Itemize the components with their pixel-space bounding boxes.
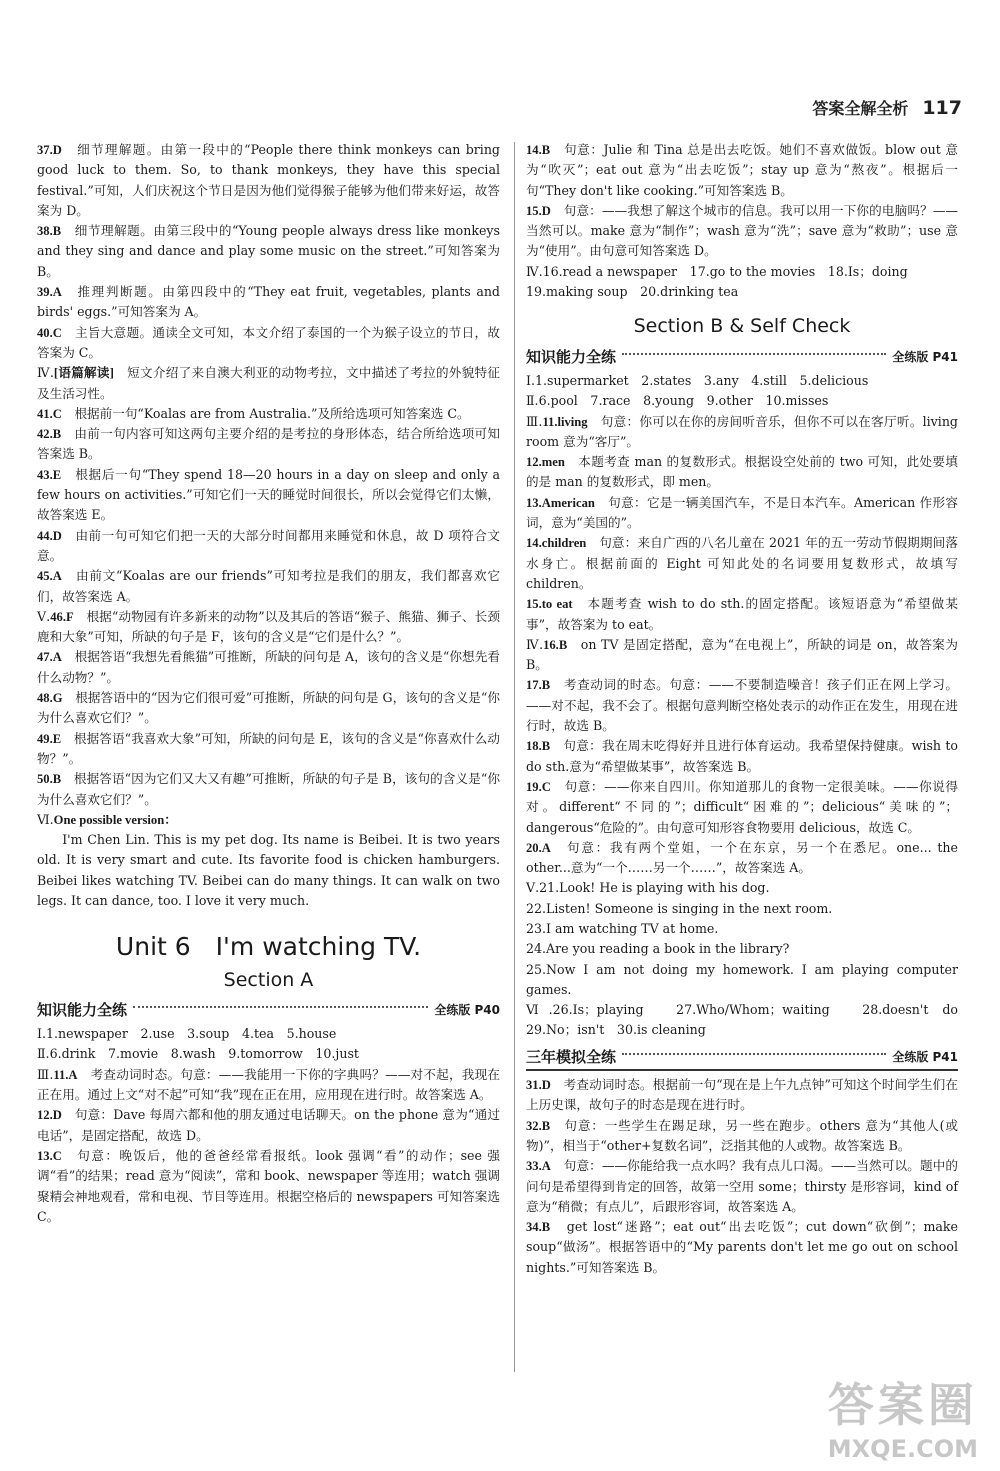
answer-item: 33.A 句意：——你能给我一点水吗？我有点儿口渴。——当然可以。题中的问句是希望得到肯定的回答，故第一空用 some；thirsty 是形容词，kind of 意为“稍微；有点儿”，后跟形容词，故答案选 A。: [526, 1158, 958, 1214]
answer-item: 47.A 根据答语“我想先看熊猫”可推断，所缺的问句是 A，该句的含义是“你想先看什么动物？”。: [37, 649, 500, 685]
answer-item: Ⅵ.One possible version：: [37, 811, 177, 827]
answer-item: Ⅲ.11.A 考查动词时态。句意：——我能用一下你的字典吗？——对不起，我现在正在用。通过上文“对不起”可知“我”现在正在用，应用现在进行时。故答案选 A。: [37, 1066, 500, 1103]
answer-item: 50.B 根据答语“因为它们又大又有趣”可推断，所缺的句子是 B，该句的含义是“你为什么喜欢它们？”。: [37, 771, 500, 807]
watermark-line1: 答案圈: [827, 1378, 978, 1432]
dotted-leader: [622, 353, 886, 355]
answer-item: Ⅳ.16.B on TV 是固定搭配，意为“在电视上”，所缺的词是 on，故答案为 B。: [526, 636, 958, 673]
section-a-title: Section A: [223, 968, 314, 991]
column-divider: [514, 142, 515, 1372]
answer-item: Ⅴ.21.Look! He is playing with his dog.: [526, 880, 770, 896]
answer-item: 15.to eat 本题考查 wish to do sth.的固定搭配。该短语意为“希望做某事”，故答案为 to eat。: [526, 596, 958, 632]
answer-item: Ⅱ.6.drink 7.movie 8.wash 9.tomorrow 10.just: [37, 1046, 359, 1062]
answer-item: 41.C 根据前一句“Koalas are from Australia.”及所给选项可知答案选 C。: [37, 405, 470, 421]
answer-item: 48.G 根据答语中的“因为它们很可爱”可推断，所缺的问句是 G，该句的含义是“你为什么喜欢它们？”。: [37, 690, 500, 726]
answer-item: 18.B 句意：我在周末吃得好并且进行体育运动。我希望保持健康。wish to do sth.意为“希望做某事”，故答案选 B。: [526, 738, 958, 774]
answer-item: 24.Are you reading a book in the library?: [526, 941, 790, 957]
watermark-line2: MXQE.COM: [827, 1435, 978, 1463]
three-year-answers: [526, 1075, 958, 1278]
header-title: 答案全解全析: [812, 99, 909, 118]
dotted-leader: [133, 1006, 428, 1008]
model-essay: I'm Chen Lin. This is my pet dog. Its name is Beibei. It is two years old. It is very smart and cute. Its favorite food is chicken hamburgers. Beibei likes watching TV. Beibei can do many things. It can walk on two legs. It can dance, too. I love it very much.: [37, 832, 500, 908]
section-b-title: Section B & Self Check: [633, 315, 851, 338]
answer-item: 23.I am watching TV at home.: [526, 920, 719, 936]
page-number: 117: [922, 97, 962, 119]
answer-item: 49.E 根据答语“我喜欢大象”可知，所缺的问句是 E，该句的含义是“你喜欢什么动物？”。: [37, 730, 500, 766]
answer-item: 15.D 句意：——我想了解这个城市的信息。我可以用一下你的电脑吗？——当然可以。make 意为“制作”；wash 意为“洗”；save 意为“救助”；use 意为“使用”。由句意可知答案选 D。: [526, 202, 958, 259]
practice-bar-label: 知识能力全练: [37, 1000, 128, 1019]
unit-title: Unit 6 I'm watching TV.: [115, 932, 422, 962]
left-answers-block: [37, 140, 500, 830]
answer-item: 44.D 由前一句可知它们把一天的大部分时间都用来睡觉和休息，故 D 项符合文意。: [37, 527, 500, 563]
section-a-answers: [37, 1024, 500, 1227]
answer-item: 32.B 句意：一些学生在踢足球，另一些在跑步。others 意为“其他人(或物)”，相当于“other+复数名词”，泛指其他的人或物。故答案选 B。: [526, 1117, 958, 1153]
answer-item: 38.B 细节理解题。由第三段中的“Young people always dress like monkeys and they sing and dance and play some music on the street.”可知答案为 B。: [37, 223, 500, 279]
practice-bar-version: 全练版 P41: [892, 1049, 958, 1064]
left-column: [37, 140, 500, 1227]
answer-item: 12.D 句意：Dave 每周六都和他的朋友通过电话聊天。on the phone 意为“通过电话”，是固定搭配，故选 D。: [37, 1107, 500, 1143]
answer-item: 45.A 由前文“Koalas are our friends”可知考拉是我们的朋友，我们都喜欢它们，故答案选 A。: [37, 568, 500, 604]
practice-bar-version: 全练版 P40: [434, 1002, 500, 1017]
answer-item: 22.Listen! Someone is singing in the next room.: [526, 900, 833, 916]
page-header: [812, 96, 962, 119]
answer-item: 40.C 主旨大意题。通读全文可知，本文介绍了泰国的一个为猴子设立的节日，故答案为 C。: [37, 324, 500, 360]
answer-item: Ⅱ.6.pool 7.race 8.young 9.other 10.misses: [526, 393, 829, 409]
answer-item: 25.Now I am not doing my homework. I am playing computer games.: [526, 961, 958, 997]
answer-item: 19.making soup 20.drinking tea: [526, 284, 739, 300]
answer-item: Ⅰ.1.supermarket 2.states 3.any 4.still 5.delicious: [526, 372, 869, 388]
dotted-leader: [622, 1053, 886, 1055]
answer-item: 13.C 句意：晚饭后，他的爸爸经常看报纸。look 强调“看”的动作；see 强调“看”的结果；read 意为“阅读”，常和 book、newspaper 等连用；watch 强调聚精会神地观看，常和电视、节目等连用。根据空格后的 newspapers 可知答案选 C。: [37, 1147, 500, 1224]
answer-item: Ⅳ.[语篇解读] 短文介绍了来自澳大利亚的动物考拉，文中描述了考拉的外貌特征及生活习性。: [37, 365, 501, 401]
answer-item: Ⅳ.16.read a newspaper 17.go to the movies 18.Is；doing: [526, 263, 908, 279]
answer-item: 12.men 本题考查 man 的复数形式。根据设空处前的 two 可知，此处要填的是 man 的复数形式，即 men。: [526, 454, 958, 490]
answer-item: 31.D 考查动词时态。根据前一句“现在是上午九点钟”可知这个时间学生们在上历史课，故句子的时态是现在进行时。: [526, 1077, 958, 1113]
answer-item: 14.children 句意：来自广西的八名儿童在 2021 年的五一劳动节假期期间落水身亡。根据前面的 Eight 可知此处的名词要用复数形式，故填写 children。: [526, 535, 958, 591]
answer-item: 13.American 句意：它是一辆美国汽车，不是日本汽车。American 作形容词，意为“美国的”。: [526, 494, 958, 531]
practice-bar-c: [526, 1047, 958, 1071]
answer-item: 19.C 句意：——你来自四川。你知道那儿的食物一定很美味。——你说得对。different“不同的”；difficult“困难的”；delicious“美味的”；dangerous“危险的”。由句意可知形容食物要用 delicious，故选 C。: [526, 778, 958, 835]
right-column: [526, 140, 971, 1278]
answer-item: Ⅰ.1.newspaper 2.use 3.soup 4.tea 5.house: [37, 1026, 337, 1042]
practice-bar-version: 全练版 P41: [892, 349, 958, 364]
practice-bar-label: 三年模拟全练: [526, 1047, 617, 1066]
right-answers-block: [526, 140, 958, 302]
answer-item: 42.B 由前一句内容可知这两句主要介绍的是考拉的身形体态，结合所给选项可知答案选 B。: [37, 426, 500, 462]
watermark-logo: [828, 1369, 978, 1463]
practice-bar-b: [526, 347, 958, 367]
section-b-answers: [526, 371, 971, 1041]
answer-item: 14.B 句意：Julie 和 Tina 总是出去吃饭。她们不喜欢做饭。blow out 意为“吹灭”；eat out 意为“出去吃饭”；stay up 意为“熬夜”。根据后一句“They don't like cooking.”可知答案选 B。: [526, 142, 958, 198]
answer-item: 43.E 根据后一句“They spend 18—20 hours in a day on sleep and only a few hours on activities.”可知它们一天的睡觉时间很长，所以会觉得它们太懒，故答案选 E。: [37, 466, 500, 523]
practice-bar-a: [37, 1000, 500, 1020]
answer-item: 34.B get lost“迷路”；eat out“出去吃饭”；cut down“砍倒”；make soup“做汤”。根据答语中的“My parents don't let me go out on school nights.”可知答案选 B。: [526, 1219, 958, 1275]
answer-item: Ⅴ.46.F 根据“动物园有许多新来的动物”以及其后的答语“猴子、熊猫、狮子、长颈鹿和大象”可知，所缺的句子是 F，该句的含义是“它们是什么？”。: [37, 608, 500, 645]
answer-item: 37.D 细节理解题。由第一段中的“People there think monkeys can bring good luck to them. So, to thank monkeys, they have this special festival.”可知，人们庆祝这个节日是因为他们觉得猴子能够为他们带来好运，故答案为 D。: [37, 142, 500, 218]
answer-item: Ⅵ.26.Is；playing 27.Who/Whom；waiting 28.doesn't do 29.No；isn't 30.is cleaning: [526, 1002, 971, 1038]
practice-bar-label: 知识能力全练: [526, 347, 617, 366]
answer-item: 20.A 句意：我有两个堂姐，一个在东京，另一个在悉尼。one... the other...意为“一个……另一个……”，故答案选 A。: [526, 839, 958, 876]
answer-item: 17.B 考查动词的时态。句意：——不要制造噪音！孩子们正在网上学习。——对不起，我不会了。根据句意判断空格处表示的动作正在发生，用现在进行时，故选 B。: [526, 677, 958, 734]
answer-item: 39.A 推理判断题。由第四段中的“They eat fruit, vegetables, plants and birds' eggs.”可知答案为 A。: [37, 284, 500, 320]
answer-item: Ⅲ.11.living 句意：你可以在你的房间听音乐，但你不可以在客厅听。living room 意为“客厅”。: [526, 413, 958, 449]
